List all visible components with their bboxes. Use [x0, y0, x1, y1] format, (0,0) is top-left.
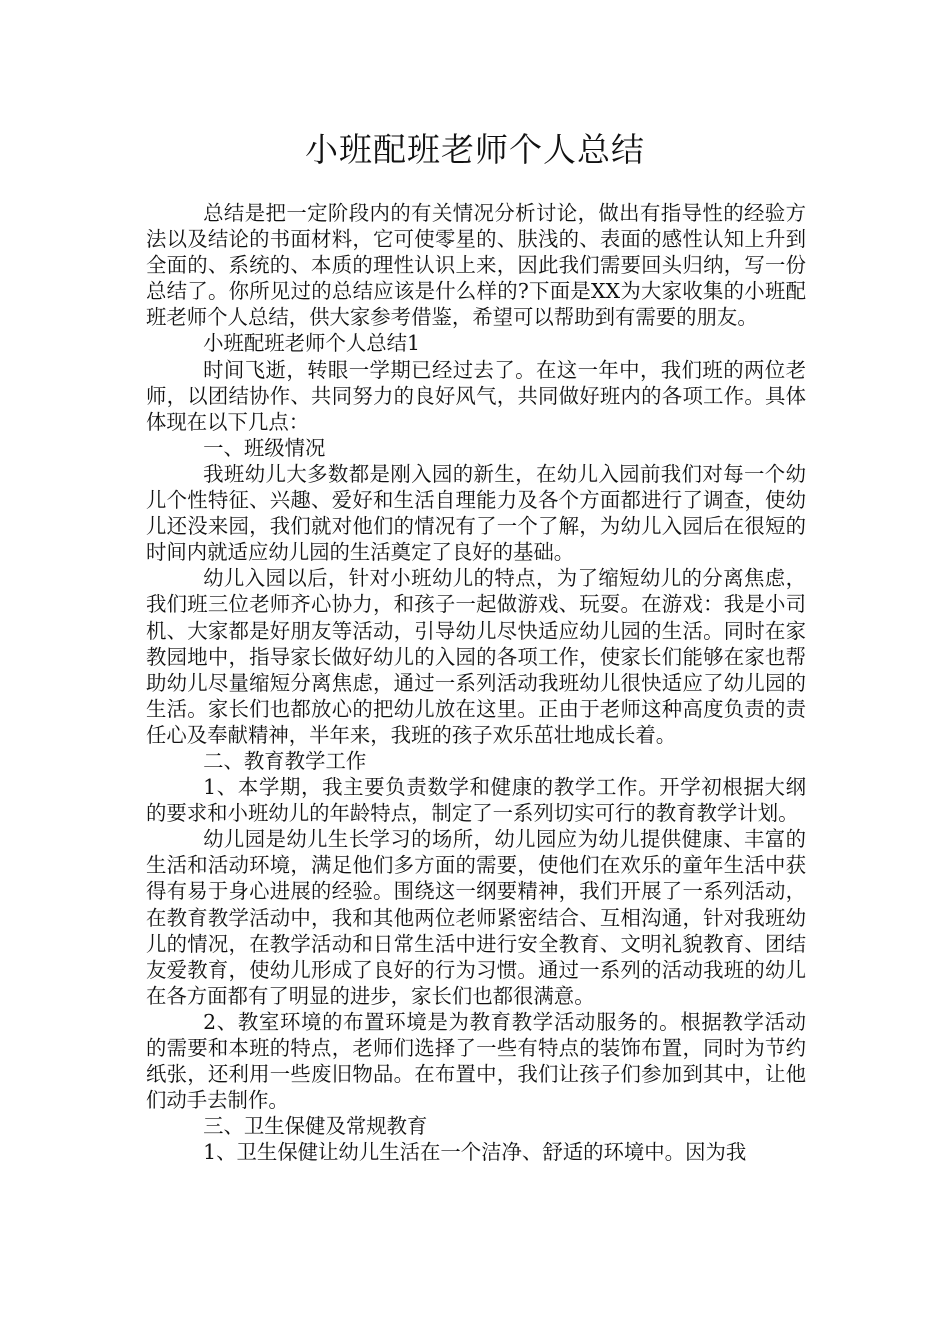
section-heading: 二、教育教学工作 [203, 748, 367, 773]
paragraph: 1、本学期，我主要负责数学和健康的教学工作。开学初根据大纲的要求和小班幼儿的年龄特点，制定了一系列切实可行的教育教学计划。 [146, 775, 806, 826]
section-heading: 小班配班老师个人总结1 [203, 331, 420, 356]
section-heading: 一、班级情况 [203, 435, 326, 460]
paragraph: 幼儿园是幼儿生长学习的场所，幼儿园应为幼儿提供健康、丰富的生活和活动环境，满足他们多方面的需要，使他们在欢乐的童年生活中获得有易于身心进展的经验。围绕这一纲要精神，我们开展了一系列活动，在教育教学活动中，我和其他两位老师紧密结合、互相沟通，针对我班幼儿的情况，在教学活动和日常生活中进行安全教育、文明礼貌教育、团结友爱教育，使幼儿形成了良好的行为习惯。通过一系列的活动我班的幼儿在各方面都有了明显的进步，家长们也都很满意。 [146, 827, 806, 1008]
document-title: 小班配班老师个人总结 [305, 130, 645, 169]
intro-paragraph: 总结是把一定阶段内的有关情况分析讨论，做出有指导性的经验方法以及结论的书面材料，它可使零星的、肤浅的、表面的感性认知上升到全面的、系统的、本质的理性认识上来，因此我们需要回头归纳，写一份总结了。你所见过的总结应该是什么样的?下面是XX为大家收集的小班配班老师个人总结，供大家参考借鉴，希望可以帮助到有需要的朋友。 [146, 201, 806, 330]
paragraph: 我班幼儿大多数都是刚入园的新生，在幼儿入园前我们对每一个幼儿个性特征、兴趣、爱好和生活自理能力及各个方面都进行了调查，使幼儿还没来园，我们就对他们的情况有了一个了解，为幼儿入园后在很短的时间内就适应幼儿园的生活奠定了良好的基础。 [146, 461, 806, 565]
section-heading: 三、卫生保健及常规教育 [203, 1114, 428, 1139]
paragraph: 1、卫生保健让幼儿生活在一个洁净、舒适的环境中。因为我 [203, 1140, 747, 1165]
paragraph: 幼儿入园以后，针对小班幼儿的特点，为了缩短幼儿的分离焦虑，我们班三位老师齐心协力，和孩子一起做游戏、玩耍。在游戏：我是小司机、大家都是好朋友等活动，引导幼儿尽快适应幼儿园的生活。同时在家教园地中，指导家长做好幼儿的入园的各项工作，使家长们能够在家也帮助幼儿尽量缩短分离焦虑，通过一系列活动我班幼儿很快适应了幼儿园的生活。家长们也都放心的把幼儿放在这里。正由于老师这种高度负责的责任心及奉献精神，半年来，我班的孩子欢乐茁壮地成长着。 [146, 566, 806, 747]
document-body [146, 200, 806, 1165]
paragraph: 时间飞逝，转眼一学期已经过去了。在这一年中，我们班的两位老师，以团结协作、共同努力的良好风气，共同做好班内的各项工作。具体体现在以下几点： [146, 357, 806, 434]
paragraph: 2、教室环境的布置环境是为教育教学活动服务的。根据教学活动的需要和本班的特点，老师们选择了一些有特点的装饰布置，同时为节约纸张，还利用一些废旧物品。在布置中，我们让孩子们参加到其中，让他们动手去制作。 [146, 1009, 806, 1113]
